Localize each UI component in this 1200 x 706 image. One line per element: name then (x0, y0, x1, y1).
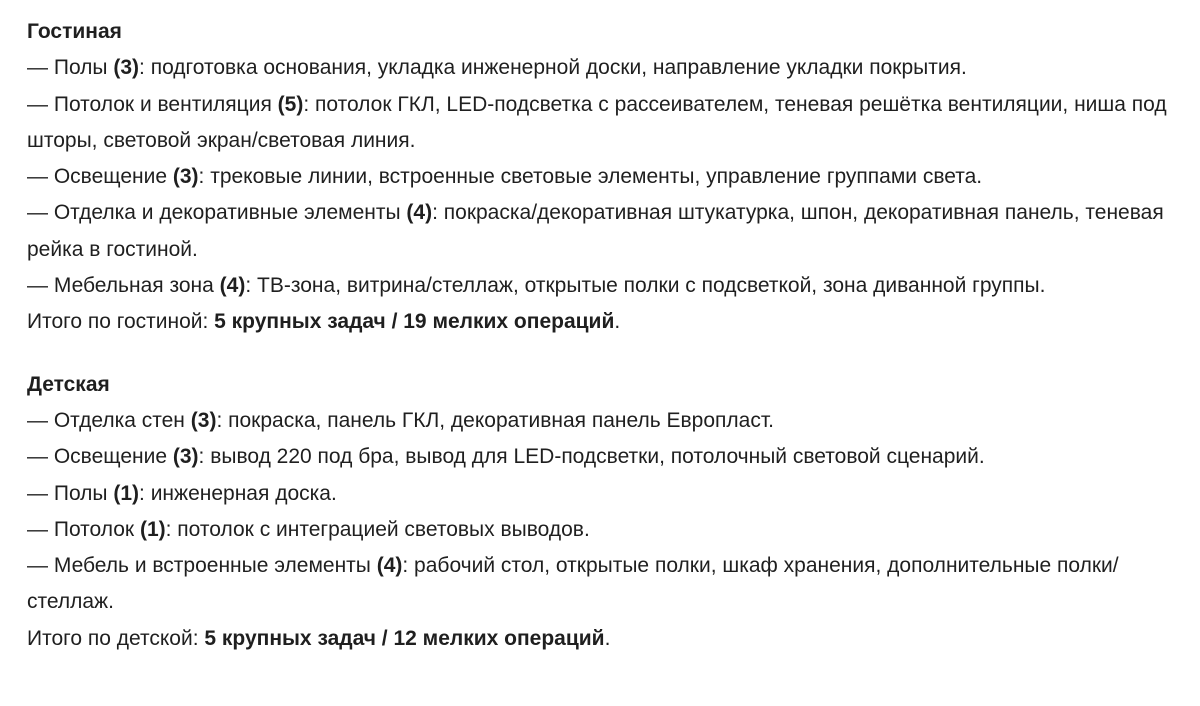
item-dash: — (27, 274, 54, 298)
item-dash: — (27, 554, 54, 578)
item-dash: — (27, 481, 54, 505)
item-text: : трековые линии, встроенные световые элементы, управление группами света. (198, 165, 983, 189)
item-text: : рабочий стол, открытые полки, шкаф хранения, дополнительные полки/стеллаж. (27, 554, 1119, 614)
item-text: : потолок с интеграцией световых выводов. (165, 517, 590, 541)
section-total (27, 304, 1177, 340)
item-text: : инженерная доска. (139, 481, 337, 505)
item-dash: — (27, 445, 54, 469)
item-name: Мебельная зона (53, 274, 214, 298)
total-end: . (614, 310, 621, 334)
item-count: (3) (190, 408, 217, 432)
item-name: Полы (53, 56, 108, 80)
item-name: Освещение (53, 165, 168, 189)
item-count: (4) (376, 554, 403, 578)
section-kids-room (27, 367, 1177, 657)
section-living-room (27, 14, 1177, 341)
total-value: 5 крупных задач / 12 мелких операций (204, 626, 605, 650)
item-name: Полы (53, 481, 108, 505)
item-text: : подготовка основания, укладка инженерной доски, направление укладки покрытия. (139, 56, 967, 80)
list-item (27, 548, 1177, 621)
item-dash: — (27, 165, 54, 189)
section-total (27, 621, 1177, 657)
item-name: Освещение (53, 445, 168, 469)
list-item (27, 50, 1177, 86)
item-text: : ТВ-зона, витрина/стеллаж, открытые полки с подсветкой, зона диванной группы. (245, 274, 1046, 298)
list-item (27, 87, 1177, 160)
list-item (27, 476, 1177, 512)
item-count: (4) (219, 274, 246, 298)
item-count: (3) (172, 165, 199, 189)
list-item (27, 268, 1177, 304)
item-name: Мебель и встроенные элементы (53, 554, 371, 578)
item-name: Отделка стен (53, 408, 185, 432)
item-count: (1) (113, 481, 140, 505)
item-dash: — (27, 92, 54, 116)
list-item (27, 195, 1177, 268)
item-text: : покраска, панель ГКЛ, декоративная панель Европласт. (216, 408, 774, 432)
item-count: (3) (172, 445, 199, 469)
item-count: (5) (277, 92, 304, 116)
list-item (27, 439, 1177, 475)
list-item (27, 512, 1177, 548)
total-end: . (604, 626, 611, 650)
item-name: Потолок (53, 517, 135, 541)
document-body (27, 14, 1177, 657)
item-dash: — (27, 408, 54, 432)
item-text: : потолок ГКЛ, LED-подсветка с рассеивателем, теневая решётка вентиляции, ниша под шторы, световой экран/световая линия. (27, 92, 1167, 152)
item-text: : покраска/декоративная штукатурка, шпон, декоративная панель, теневая рейка в гостиной. (27, 201, 1164, 261)
item-count: (3) (113, 56, 140, 80)
item-name: Отделка и декоративные элементы (53, 201, 401, 225)
item-count: (4) (406, 201, 433, 225)
item-dash: — (27, 201, 54, 225)
section-title: Детская (27, 372, 110, 396)
total-value: 5 крупных задач / 19 мелких операций (214, 310, 615, 334)
list-item (27, 159, 1177, 195)
item-name: Потолок и вентиляция (53, 92, 272, 116)
list-item (27, 403, 1177, 439)
item-dash: — (27, 517, 54, 541)
section-title: Гостиная (27, 20, 122, 43)
item-count: (1) (139, 517, 166, 541)
total-label: Итого по гостиной: (27, 310, 215, 334)
item-dash: — (27, 56, 54, 80)
total-label: Итого по детской: (27, 626, 205, 650)
item-text: : вывод 220 под бра, вывод для LED-подсветки, потолочный световой сценарий. (198, 445, 985, 469)
